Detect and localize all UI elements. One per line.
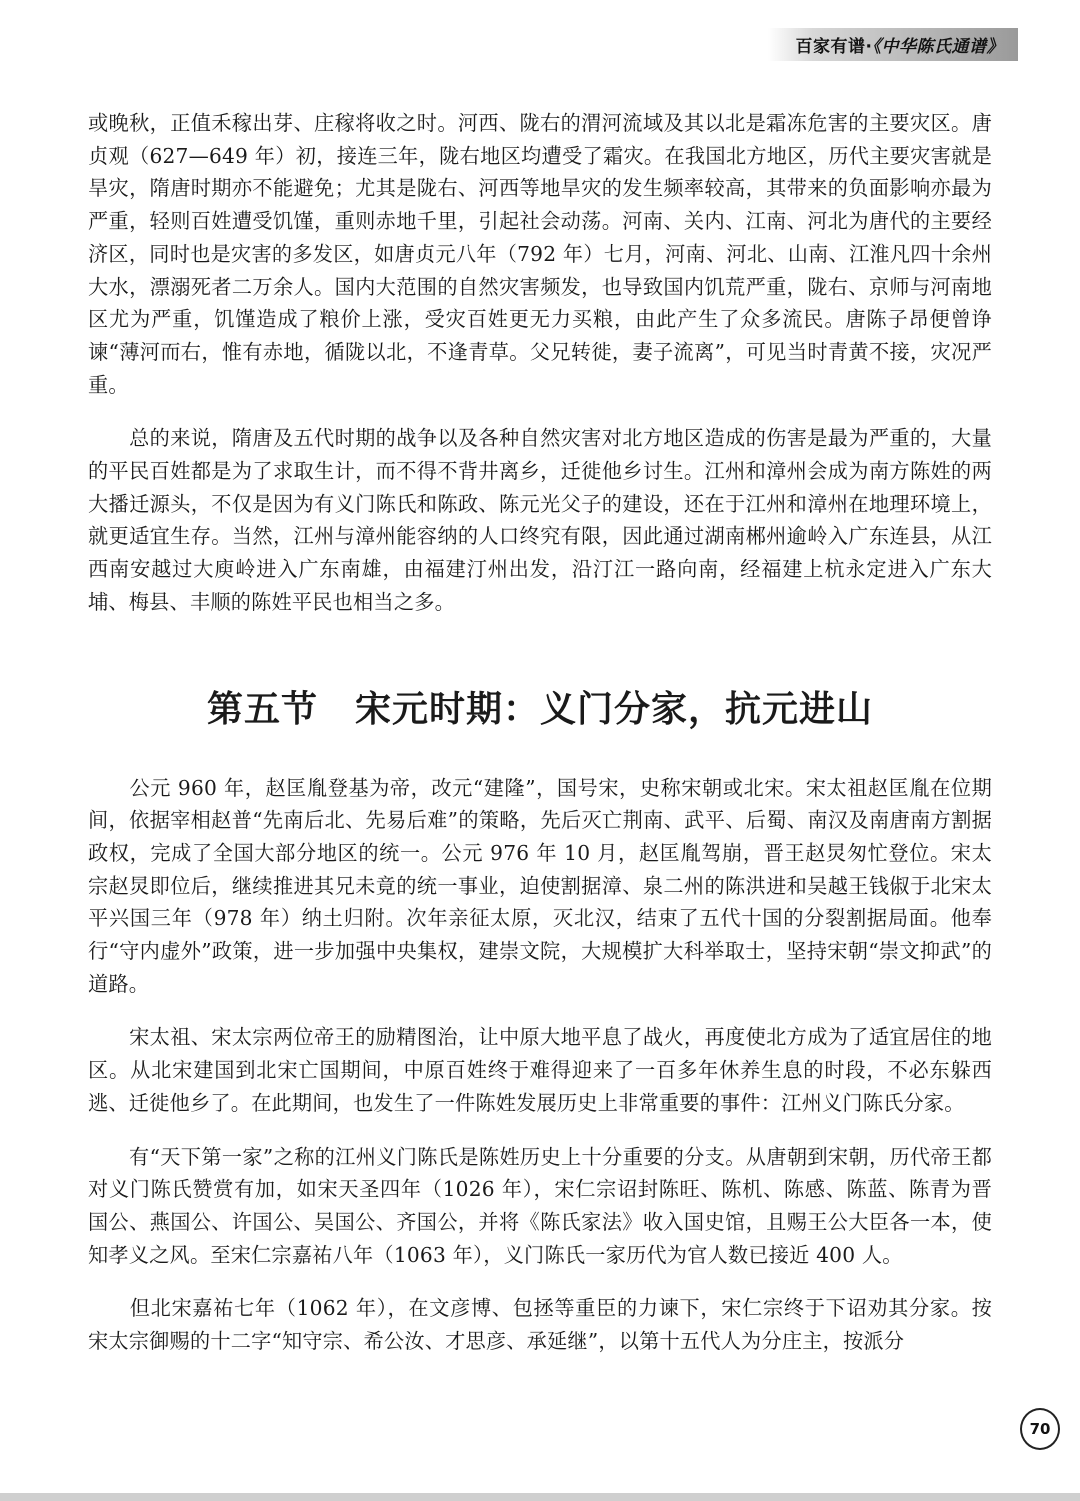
body-paragraph: 或晚秋，正值禾稼出芽、庄稼将收之时。河西、陇右的渭河流域及其以北是霜冻危害的主要灾区。唐贞观（627—649 年）初，接连三年，陇右地区均遭受了霜灾。在我国北方地区，历代主要灾害就是旱灾，隋唐时期亦不能避免；尤其是陇右、河西等地旱灾的发生频率较高，其带来的负面影响亦最为严重，轻则百姓遭受饥馑，重则赤地千里，引起社会动荡。河南、关内、江南、河北为唐代的主要经济区，同时也是灾害的多发区，如唐贞元八年（792 年）七月，河南、河北、山南、江淮凡四十余州大水，漂溺死者二万余人。国内大范围的自然灾害频发，也导致国内饥荒严重，陇右、京师与河南地区尤为严重，饥馑造成了粮价上涨，受灾百姓更无力买粮，由此产生了众多流民。唐陈子昂便曾诤谏“薄河而右，惟有赤地，循陇以北，不逢青草。父兄转徙，妻子流离”，可见当时青黄不接，灾况严重。	[88, 111, 992, 397]
bottom-strip	[0, 1493, 1080, 1501]
running-header-text	[796, 32, 1004, 57]
section-title: 第五节 宋元时期：义门分家，抗元进山	[206, 688, 873, 730]
running-header	[782, 28, 1018, 61]
page-number: 70	[1020, 1408, 1060, 1450]
page-body	[88, 107, 992, 1358]
running-header-series: 百家有谱·	[795, 37, 873, 57]
body-paragraph: 总的来说，隋唐及五代时期的战争以及各种自然灾害对北方地区造成的伤害是最为严重的，大量的平民百姓都是为了求取生计，而不得不背井离乡，迁徙他乡讨生。江州和漳州会成为南方陈姓的两大播迁源头，不仅是因为有义门陈氏和陈政、陈元光父子的建设，还在于江州和漳州在地理环境上，就更适宜生存。当然，江州与漳州能容纳的人口终究有限，因此通过湖南郴州逾岭入广东连县，从江西南安越过大庾岭进入广东南雄，由福建汀州出发，沿汀江一路向南，经福建上杭永定进入广东大埔、梅县、丰顺的陈姓平民也相当之多。	[88, 426, 992, 614]
body-paragraph: 但北宋嘉祐七年（1062 年），在文彦博、包拯等重臣的力谏下，宋仁宗终于下诏劝其分家。按宋太宗御赐的十二字“知守宗、希公汝、才思彦、承延继”，以第十五代人为分庄主，按派分	[88, 1296, 992, 1354]
running-header-book-title: 《中华陈氏通谱》	[872, 37, 1004, 57]
body-paragraph: 有“天下第一家”之称的江州义门陈氏是陈姓历史上十分重要的分支。从唐朝到宋朝，历代帝王都对义门陈氏赞赏有加，如宋天圣四年（1026 年），宋仁宗诏封陈旺、陈机、陈感、陈蓝、陈青为晋国公、燕国公、许国公、吴国公、齐国公，并将《陈氏家法》收入国史馆，且赐王公大臣各一本，使知孝义之风。至宋仁宗嘉祐八年（1063 年），义门陈氏一家历代为官人数已接近 400 人。	[88, 1144, 992, 1267]
body-paragraph: 宋太祖、宋太宗两位帝王的励精图治，让中原大地平息了战火，再度使北方成为了适宜居住的地区。从北宋建国到北宋亡国期间，中原百姓终于难得迎来了一百多年休养生息的时段，不必东躲西逃、迁徙他乡了。在此期间，也发生了一件陈姓发展历史上非常重要的事件：江州义门陈氏分家。	[88, 1025, 992, 1115]
body-paragraph: 公元 960 年，赵匡胤登基为帝，改元“建隆”，国号宋，史称宋朝或北宋。宋太祖赵匡胤在位期间，依据宰相赵普“先南后北、先易后难”的策略，先后灭亡荆南、武平、后蜀、南汉及南唐南方割据政权，完成了全国大部分地区的统一。公元 976 年 10 月，赵匡胤驾崩，晋王赵炅匆忙登位。宋太宗赵炅即位后，继续推进其兄未竟的统一事业，迫使割据漳、泉二州的陈洪进和吴越王钱俶于北宋太平兴国三年（978 年）纳土归附。次年亲征太原，灭北汉，结束了五代十国的分裂割据局面。他奉行“守内虚外”政策，进一步加强中央集权，建崇文院，大规模扩大科举取士，坚持宋朝“崇文抑武”的道路。	[88, 775, 992, 996]
